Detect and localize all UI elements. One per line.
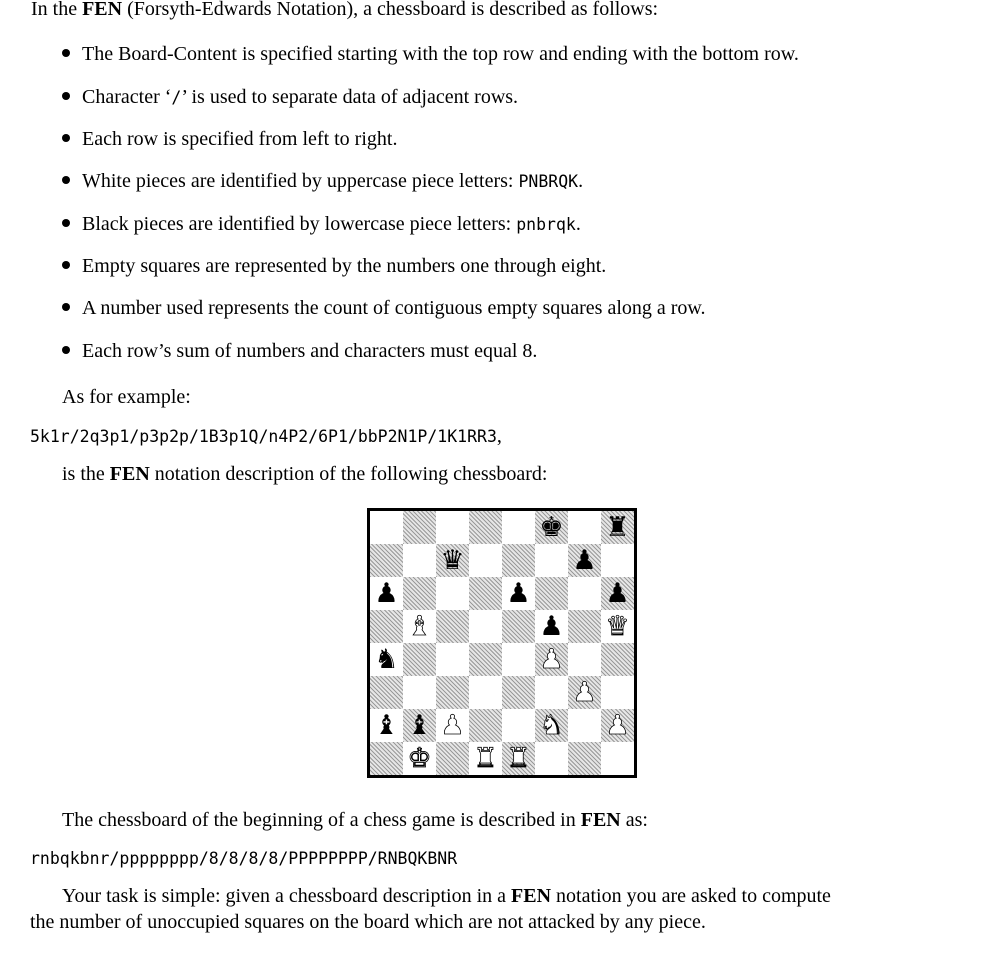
white-pawn-icon: ♟ xyxy=(605,710,630,741)
board-square xyxy=(469,511,502,544)
board-square xyxy=(502,676,535,709)
board-square xyxy=(601,742,634,775)
board-square xyxy=(535,577,568,610)
bullet-icon xyxy=(62,261,70,269)
board-square xyxy=(370,544,403,577)
board-square xyxy=(601,577,634,610)
chessboard xyxy=(367,508,637,778)
example-description xyxy=(62,462,547,486)
example-label: As for example: xyxy=(62,386,191,408)
bullet-icon xyxy=(62,303,70,311)
list-item-text-rest: . xyxy=(578,170,584,192)
board-square xyxy=(568,544,601,577)
black-bishop-icon: ♝ xyxy=(374,710,399,741)
board-square xyxy=(535,709,568,742)
board-square xyxy=(436,511,469,544)
list-item xyxy=(62,339,537,363)
board-square xyxy=(601,511,634,544)
board-square xyxy=(502,643,535,676)
board-square xyxy=(535,676,568,709)
board-square xyxy=(535,643,568,676)
board-square xyxy=(436,544,469,577)
board-square xyxy=(436,709,469,742)
fen-term: FEN xyxy=(511,885,552,907)
list-item xyxy=(62,127,397,151)
board-square xyxy=(469,709,502,742)
board-square xyxy=(535,610,568,643)
black-pawn-icon: ♟ xyxy=(506,578,531,609)
board-square xyxy=(502,511,535,544)
board-square xyxy=(502,709,535,742)
board-square xyxy=(502,577,535,610)
bullet-icon xyxy=(62,134,70,142)
board-square xyxy=(436,676,469,709)
board-square xyxy=(370,709,403,742)
example-desc-text-rest: notation description of the following chessboard: xyxy=(149,463,548,485)
board-square xyxy=(469,676,502,709)
list-item-text: Black pieces are identified by lowercase piece letters: xyxy=(82,213,517,235)
white-king-icon: ♚ xyxy=(407,743,432,774)
start-desc-text-rest: as: xyxy=(620,809,648,831)
fen-term: FEN xyxy=(82,0,123,20)
board-square xyxy=(403,676,436,709)
board-square xyxy=(535,511,568,544)
white-pawn-icon: ♟ xyxy=(539,644,564,675)
black-queen-icon: ♛ xyxy=(440,545,465,576)
task-paragraph xyxy=(62,884,831,908)
board-square xyxy=(403,709,436,742)
list-item xyxy=(62,296,706,320)
example-desc-text: is the xyxy=(62,463,110,485)
list-item-text-rest: ’ is used to separate data of adjacent rows. xyxy=(181,86,519,108)
list-item-text-rest: . xyxy=(575,213,581,235)
board-square xyxy=(601,709,634,742)
bullet-icon xyxy=(62,49,70,57)
list-item-text: Character ‘ xyxy=(82,86,172,108)
board-square xyxy=(403,577,436,610)
bullet-icon xyxy=(62,346,70,354)
board-square xyxy=(568,577,601,610)
list-item xyxy=(62,85,518,110)
board-square xyxy=(568,643,601,676)
start-fen-code: rnbqkbnr/pppppppp/8/8/8/8/PPPPPPPP/RNBQKBNR xyxy=(30,849,458,868)
example-fen-code: 5k1r/2q3p1/p3p2p/1B3p1Q/n4P2/6P1/bbP2N1P/1K1RR3 xyxy=(30,427,497,446)
white-bishop-icon: ♝ xyxy=(407,611,432,642)
board-square xyxy=(403,511,436,544)
board-square xyxy=(436,643,469,676)
board-square xyxy=(469,610,502,643)
board-square xyxy=(436,742,469,775)
list-item xyxy=(62,212,581,237)
bullet-icon xyxy=(62,92,70,100)
list-item xyxy=(62,169,583,194)
white-rook-icon: ♜ xyxy=(473,743,498,774)
board-square xyxy=(535,544,568,577)
list-item xyxy=(62,42,799,66)
board-square xyxy=(370,676,403,709)
black-knight-icon: ♞ xyxy=(374,644,399,675)
black-rook-icon: ♜ xyxy=(605,512,630,543)
board-square xyxy=(370,610,403,643)
task-text-rest: notation you are asked to compute xyxy=(551,885,831,907)
task-paragraph-line2: the number of unoccupied squares on the board which are not attacked by any piece. xyxy=(30,911,706,933)
code-text: / xyxy=(171,88,182,107)
black-pawn-icon: ♟ xyxy=(572,545,597,576)
board-square xyxy=(568,742,601,775)
fen-term: FEN xyxy=(109,463,150,485)
fen-term: FEN xyxy=(580,809,621,831)
board-square xyxy=(502,610,535,643)
board-square xyxy=(568,709,601,742)
bullet-icon xyxy=(62,176,70,184)
list-item xyxy=(62,254,606,278)
black-pawn-icon: ♟ xyxy=(605,578,630,609)
list-item-text: The Board-Content is specified starting with the top row and ending with the bottom row. xyxy=(82,43,799,65)
board-square xyxy=(469,742,502,775)
intro-text: In the xyxy=(31,0,83,20)
example-fen-line xyxy=(30,424,502,449)
board-square xyxy=(601,610,634,643)
board-square xyxy=(370,742,403,775)
board-square xyxy=(469,577,502,610)
board-square xyxy=(370,643,403,676)
board-square xyxy=(601,676,634,709)
board-square xyxy=(568,610,601,643)
white-pawn-icon: ♟ xyxy=(440,710,465,741)
board-square xyxy=(403,742,436,775)
board-square xyxy=(403,610,436,643)
start-description xyxy=(62,808,648,832)
board-square xyxy=(370,511,403,544)
list-item-text: A number used represents the count of contiguous empty squares along a row. xyxy=(82,297,706,319)
board-square xyxy=(403,544,436,577)
example-fen-comma: , xyxy=(496,425,502,447)
board-square xyxy=(568,676,601,709)
board-square xyxy=(436,610,469,643)
black-pawn-icon: ♟ xyxy=(539,611,564,642)
white-knight-icon: ♞ xyxy=(539,710,564,741)
list-item-text: Empty squares are represented by the numbers one through eight. xyxy=(82,255,607,277)
list-item-text: Each row’s sum of numbers and characters must equal 8. xyxy=(82,340,538,362)
board-square xyxy=(502,742,535,775)
task-text: Your task is simple: given a chessboard description in a xyxy=(62,885,512,907)
board-square xyxy=(601,643,634,676)
white-rook-icon: ♜ xyxy=(506,743,531,774)
black-bishop-icon: ♝ xyxy=(407,710,432,741)
board-square xyxy=(502,544,535,577)
intro-text-rest: (Forsyth-Edwards Notation), a chessboard is described as follows: xyxy=(122,0,659,20)
board-square xyxy=(568,511,601,544)
intro-paragraph xyxy=(31,0,658,21)
black-pawn-icon: ♟ xyxy=(374,578,399,609)
code-text: pnbrqk xyxy=(516,215,576,234)
start-desc-text: The chessboard of the beginning of a chess game is described in xyxy=(62,809,581,831)
board-square xyxy=(469,643,502,676)
board-square xyxy=(436,577,469,610)
board-square xyxy=(535,742,568,775)
list-item-text: Each row is specified from left to right. xyxy=(82,128,398,150)
board-square xyxy=(403,643,436,676)
board-square xyxy=(370,577,403,610)
board-square xyxy=(601,544,634,577)
code-text: PNBRQK xyxy=(518,172,579,191)
white-queen-icon: ♛ xyxy=(605,611,630,642)
list-item-text: White pieces are identified by uppercase piece letters: xyxy=(82,170,519,192)
white-pawn-icon: ♟ xyxy=(572,677,597,708)
black-king-icon: ♚ xyxy=(539,512,564,543)
board-square xyxy=(469,544,502,577)
bullet-icon xyxy=(62,219,70,227)
